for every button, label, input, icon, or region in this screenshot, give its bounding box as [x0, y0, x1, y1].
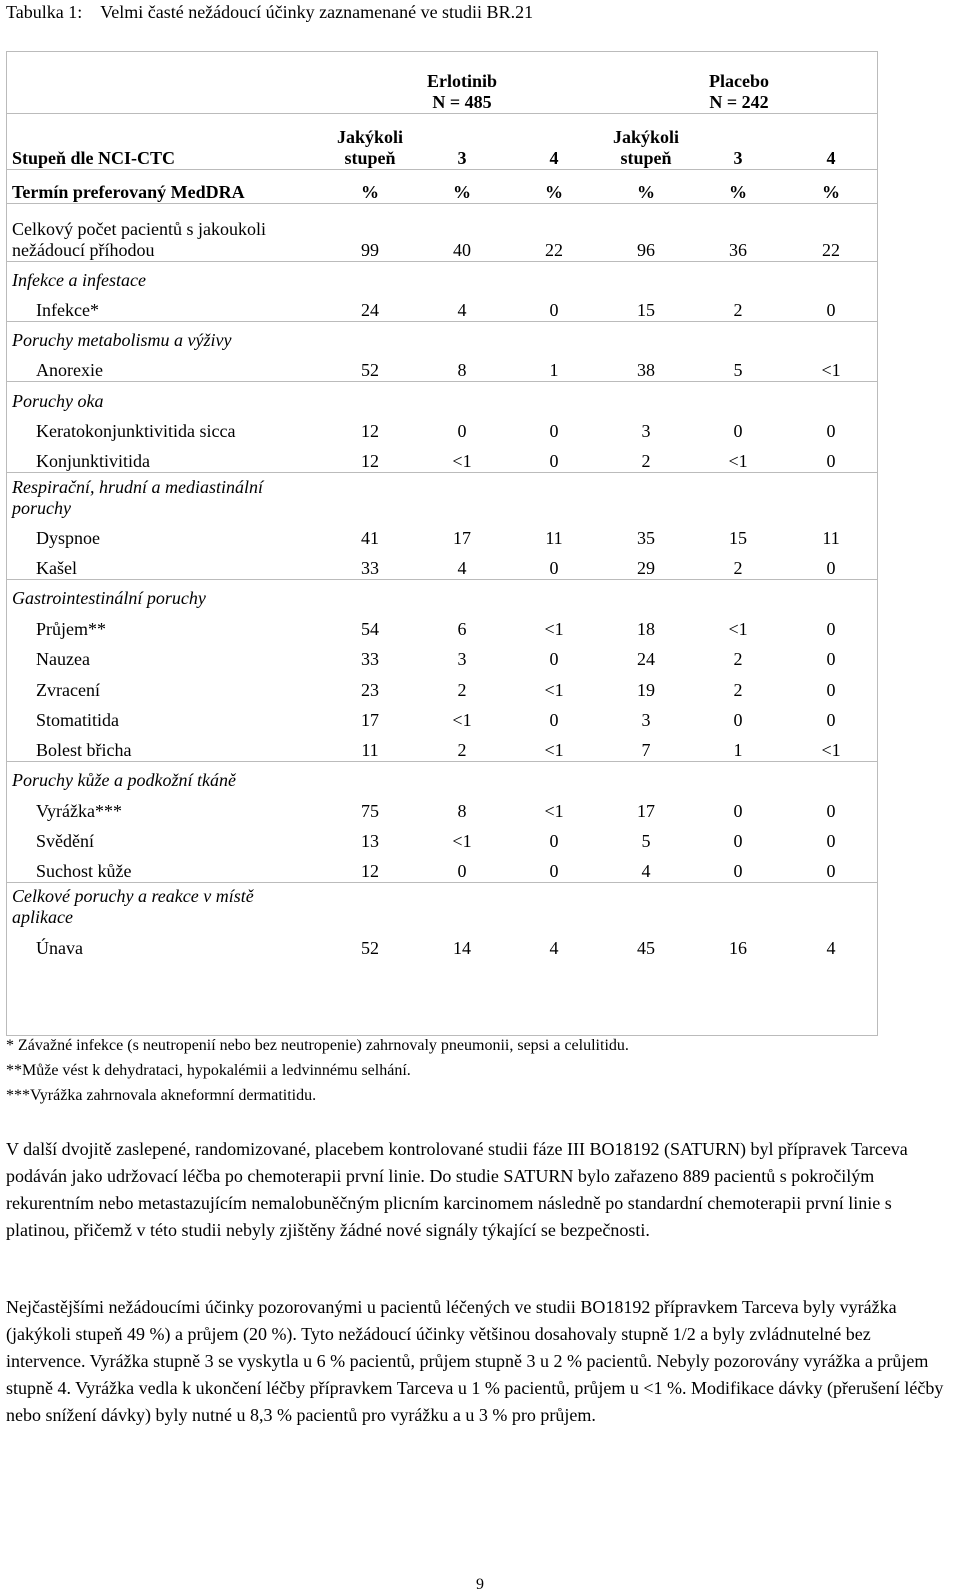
- grade-3-header: 3: [416, 113, 508, 169]
- value-cell: 2: [457, 739, 467, 760]
- value-cell: 38: [637, 360, 656, 381]
- empty-cell: [784, 882, 878, 928]
- section-title: Poruchy oka: [6, 382, 324, 412]
- caption-label: Tabulka 1:: [6, 2, 83, 22]
- value-cell: 33: [361, 557, 379, 578]
- unit-cell: %: [324, 169, 416, 203]
- column-header-row: [6, 113, 878, 169]
- empty-cell: [508, 579, 600, 609]
- empty-cell: [416, 473, 508, 519]
- footnote: * Závažné infekce (s neutropenií nebo bez neutropenie) zahrnovaly pneumonii, sepsi a celulitidu.: [6, 1037, 629, 1054]
- value-cell: 0: [733, 860, 743, 881]
- empty-cell: [600, 473, 692, 519]
- value-cell: 4: [826, 937, 836, 958]
- value-cell: 0: [826, 618, 836, 639]
- value-cell: 8: [457, 800, 467, 821]
- group-header-row: [6, 51, 878, 113]
- value-cell: 12: [361, 421, 379, 442]
- value-cell: 2: [457, 679, 467, 700]
- empty-cell: [600, 882, 692, 928]
- empty-cell: [692, 473, 784, 519]
- empty-cell: [324, 382, 416, 412]
- section-title-row: [6, 321, 878, 351]
- table-row: [6, 928, 878, 958]
- empty-cell: [508, 382, 600, 412]
- any-grade-header: Jakýkoli stupeň: [324, 113, 416, 169]
- value-cell: 15: [729, 527, 748, 548]
- empty-cell: [600, 382, 692, 412]
- empty-cell: [324, 761, 416, 791]
- empty-cell: [416, 261, 508, 291]
- total-label: Celkový počet pacientů s jakoukoli nežádoucí příhodou: [6, 203, 324, 261]
- unit-cell: %: [600, 169, 692, 203]
- value-cell: 0: [549, 649, 559, 670]
- table-row: [6, 670, 878, 700]
- value-cell: 5: [733, 360, 743, 381]
- value-cell: 0: [826, 557, 836, 578]
- value-cell: 0: [826, 709, 836, 730]
- footnote: ***Vyrážka zahrnovala akneformní dermatitidu.: [6, 1087, 317, 1104]
- header-blank: [6, 51, 324, 113]
- value-cell: 2: [733, 679, 743, 700]
- section-title: Poruchy kůže a podkožní tkáně: [6, 761, 324, 791]
- empty-cell: [784, 473, 878, 519]
- empty-cell: [692, 321, 784, 351]
- empty-cell: [416, 882, 508, 928]
- value-cell: 0: [826, 860, 836, 881]
- row-label: Bolest břicha: [36, 739, 132, 760]
- value-cell: <1: [452, 709, 472, 730]
- value-cell: 0: [549, 831, 559, 852]
- value-cell: 0: [457, 860, 467, 881]
- empty-cell: [692, 882, 784, 928]
- total-row: [6, 203, 878, 261]
- value-cell: 0: [549, 709, 559, 730]
- footnote: **Může vést k dehydrataci, hypokalémii a ledvinnému selhání.: [6, 1062, 411, 1079]
- empty-cell: [784, 579, 878, 609]
- section-title: Poruchy metabolismu a výživy: [6, 321, 324, 351]
- value-cell: 33: [361, 649, 379, 670]
- value-cell: 0: [733, 831, 743, 852]
- value-cell: 41: [361, 527, 379, 548]
- value-cell: 45: [637, 937, 656, 958]
- row-label: Stomatitida: [36, 709, 119, 730]
- empty-cell: [692, 761, 784, 791]
- section-title-row: [6, 382, 878, 412]
- value-cell: 24: [637, 649, 656, 670]
- value-cell: <1: [821, 360, 841, 381]
- body-paragraph: Nejčastějšími nežádoucími účinky pozorovanými u pacientů léčených ve studii BO18192 přípravkem Tarceva byly vyrážka (jakýkoli stupeň 49 %) a průjem (20 %). Tyto nežádoucí účinky většinou dosahovaly stupně 1/2 a byly zvládnutelné bez intervence. Vyrážka stupně 3 se vyskytla u 6 % pacientů, průjem stupně 3 u 2 % pacientů. Nebyly pozorovány vyrážka a průjem stupně 4. Vyrážka vedla k ukončení léčby přípravkem Tarceva u 1 % pacientů, průjem u <1 %. Modifikace dávky (přerušení léčby nebo snížení dávky) byly nutné u 8,3 % pacientů pro vyrážku a u 3 % pro průjem.: [6, 1297, 944, 1425]
- adverse-events-table: [6, 51, 878, 959]
- value-cell: 54: [361, 618, 379, 639]
- value-cell: 6: [457, 618, 467, 639]
- empty-cell: [416, 321, 508, 351]
- value-cell: 0: [549, 557, 559, 578]
- empty-cell: [416, 579, 508, 609]
- value-cell: 0: [826, 649, 836, 670]
- group-erlotinib: Erlotinib N = 485: [427, 70, 498, 112]
- value-cell: 29: [637, 557, 656, 578]
- table-row: [6, 609, 878, 639]
- value-cell: 3: [641, 709, 651, 730]
- value-cell: 0: [826, 299, 836, 320]
- section-title-row: [6, 473, 878, 519]
- empty-cell: [692, 579, 784, 609]
- value-cell: 13: [361, 831, 379, 852]
- grade-4-header: 4: [508, 113, 600, 169]
- value-cell: 75: [361, 800, 379, 821]
- value-cell: 4: [457, 299, 467, 320]
- empty-cell: [324, 882, 416, 928]
- table-row: [6, 549, 878, 579]
- value-cell: 23: [361, 679, 379, 700]
- table-row: [6, 822, 878, 852]
- value-cell: 0: [549, 299, 559, 320]
- section-title-row: [6, 261, 878, 291]
- table-row: [6, 291, 878, 321]
- empty-cell: [600, 761, 692, 791]
- empty-cell: [508, 321, 600, 351]
- value-cell: 17: [361, 709, 379, 730]
- value-cell: <1: [544, 800, 564, 821]
- section-title-row: [6, 579, 878, 609]
- value-cell: 52: [361, 937, 379, 958]
- value-cell: 0: [733, 709, 743, 730]
- value-cell: 24: [361, 299, 379, 320]
- row-label: Suchost kůže: [36, 860, 132, 881]
- value-cell: 2: [733, 649, 743, 670]
- table-row: [6, 351, 878, 381]
- value-cell: 52: [361, 360, 379, 381]
- value-cell: 17: [453, 527, 471, 548]
- value-cell: <1: [452, 831, 472, 852]
- value-cell: 96: [600, 203, 692, 261]
- value-cell: 8: [457, 360, 467, 381]
- empty-cell: [600, 261, 692, 291]
- page-number: 9: [476, 1576, 484, 1593]
- empty-cell: [416, 382, 508, 412]
- table-row: [6, 701, 878, 731]
- table-row: [6, 519, 878, 549]
- body-paragraph: V další dvojitě zaslepené, randomizované, placebem kontrolované studii fáze III BO18192 (SATURN) byl přípravek Tarceva podáván jako udržovací léčba po chemoterapii první linie. Do studie SATURN bylo zařazeno 889 pacientů s pokročilým rekurentním nebo metastazujícím nemalobuněčným plicním karcinomem následně po standardní chemoterapii první linie s platinou, přičemž v této studii nebyly zjištěny žádné nové signály týkající se bezpečnosti.: [6, 1139, 908, 1240]
- row-label: Zvracení: [36, 679, 100, 700]
- value-cell: 0: [549, 451, 559, 472]
- empty-cell: [508, 882, 600, 928]
- value-cell: 0: [733, 421, 743, 442]
- empty-cell: [508, 761, 600, 791]
- value-cell: 16: [729, 937, 748, 958]
- empty-cell: [784, 261, 878, 291]
- value-cell: 2: [733, 299, 743, 320]
- meddra-row: [6, 169, 878, 203]
- empty-cell: [784, 761, 878, 791]
- row-label: Dyspnoe: [36, 527, 100, 548]
- empty-cell: [416, 761, 508, 791]
- value-cell: 7: [641, 739, 651, 760]
- value-cell: 1: [733, 739, 743, 760]
- row-label: Keratokonjunktivitida sicca: [36, 421, 236, 442]
- value-cell: 0: [733, 800, 743, 821]
- empty-cell: [324, 321, 416, 351]
- grade-header: Stupeň dle NCI-CTC: [6, 113, 324, 169]
- grade-3-header: 3: [692, 113, 784, 169]
- table-row: [6, 640, 878, 670]
- section-title-row: [6, 882, 878, 928]
- value-cell: 0: [826, 679, 836, 700]
- meddra-label: Termín preferovaný MedDRA: [6, 169, 324, 203]
- value-cell: 3: [641, 421, 651, 442]
- unit-cell: %: [508, 169, 600, 203]
- value-cell: 0: [826, 421, 836, 442]
- value-cell: 0: [826, 831, 836, 852]
- table-row: [6, 731, 878, 761]
- value-cell: 18: [637, 618, 656, 639]
- unit-cell: %: [416, 169, 508, 203]
- value-cell: 99: [324, 203, 416, 261]
- unit-cell: %: [692, 169, 784, 203]
- value-cell: 40: [416, 203, 508, 261]
- value-cell: 3: [457, 649, 467, 670]
- value-cell: <1: [821, 739, 841, 760]
- empty-cell: [324, 579, 416, 609]
- value-cell: 17: [637, 800, 656, 821]
- row-label: Konjunktivitida: [36, 451, 150, 472]
- row-label: Infekce*: [36, 299, 99, 320]
- value-cell: 36: [692, 203, 784, 261]
- empty-cell: [324, 473, 416, 519]
- empty-cell: [508, 473, 600, 519]
- value-cell: 12: [361, 451, 379, 472]
- value-cell: 1: [549, 360, 559, 381]
- section-title-row: [6, 761, 878, 791]
- section-title: Gastrointestinální poruchy: [6, 579, 324, 609]
- value-cell: 4: [641, 860, 651, 881]
- row-label: Kašel: [36, 557, 77, 578]
- row-label: Anorexie: [36, 360, 103, 381]
- caption-text: Velmi časté nežádoucí účinky zaznamenané ve studii BR.21: [100, 2, 534, 22]
- section-title: Infekce a infestace: [6, 261, 324, 291]
- unit-cell: %: [784, 169, 878, 203]
- value-cell: 11: [822, 527, 840, 548]
- empty-cell: [600, 321, 692, 351]
- row-label: Únava: [36, 937, 83, 958]
- value-cell: 0: [457, 421, 467, 442]
- empty-cell: [784, 382, 878, 412]
- value-cell: 0: [826, 451, 836, 472]
- value-cell: <1: [728, 451, 748, 472]
- value-cell: 0: [549, 421, 559, 442]
- value-cell: 15: [637, 299, 656, 320]
- value-cell: 14: [453, 937, 471, 958]
- value-cell: <1: [452, 451, 472, 472]
- value-cell: 2: [641, 451, 651, 472]
- table-row: [6, 791, 878, 821]
- row-label: Svědění: [36, 831, 94, 852]
- empty-cell: [600, 579, 692, 609]
- value-cell: 19: [637, 679, 656, 700]
- value-cell: 0: [826, 800, 836, 821]
- empty-cell: [692, 382, 784, 412]
- row-label: Vyrážka***: [36, 800, 122, 821]
- value-cell: 4: [549, 937, 559, 958]
- row-label: Nauzea: [36, 649, 90, 670]
- value-cell: 22: [508, 203, 600, 261]
- value-cell: 12: [361, 860, 379, 881]
- empty-cell: [784, 321, 878, 351]
- table-row: [6, 852, 878, 882]
- value-cell: 4: [457, 557, 467, 578]
- table-row: [6, 442, 878, 472]
- empty-cell: [508, 261, 600, 291]
- value-cell: 11: [545, 527, 563, 548]
- value-cell: 0: [549, 860, 559, 881]
- value-cell: <1: [728, 618, 748, 639]
- row-label: Průjem**: [36, 618, 106, 639]
- value-cell: 2: [733, 557, 743, 578]
- empty-cell: [324, 261, 416, 291]
- section-title: Celkové poruchy a reakce v místě aplikace: [6, 882, 324, 928]
- table-caption: [6, 2, 551, 23]
- group-placebo: Placebo N = 242: [709, 70, 770, 112]
- value-cell: 11: [361, 739, 379, 760]
- grade-4-header: 4: [784, 113, 878, 169]
- any-grade-header: Jakýkoli stupeň: [600, 113, 692, 169]
- value-cell: 5: [641, 831, 651, 852]
- value-cell: <1: [544, 618, 564, 639]
- section-title: Respirační, hrudní a mediastinální poruchy: [6, 473, 324, 519]
- value-cell: 22: [784, 203, 878, 261]
- value-cell: <1: [544, 739, 564, 760]
- value-cell: <1: [544, 679, 564, 700]
- table-row: [6, 412, 878, 442]
- value-cell: 35: [637, 527, 656, 548]
- empty-cell: [692, 261, 784, 291]
